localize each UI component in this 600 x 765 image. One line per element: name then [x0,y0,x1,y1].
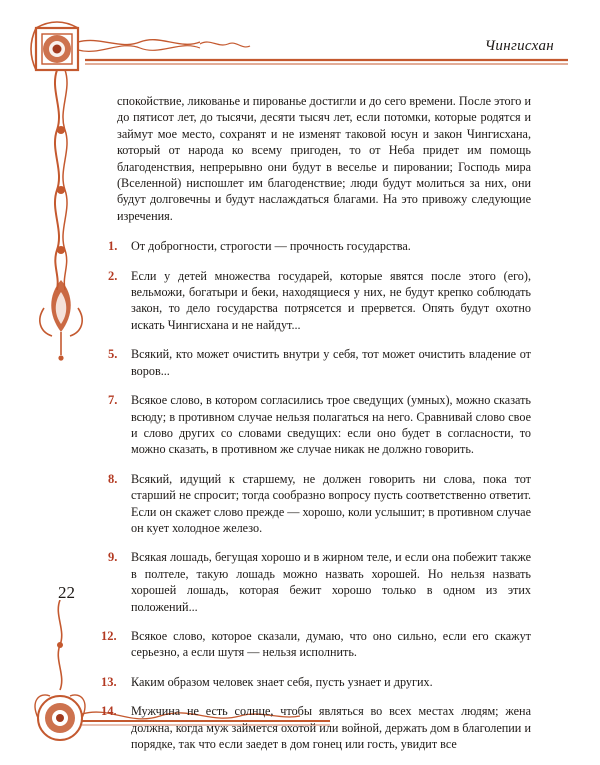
saying-number: 12. [101,628,117,643]
lotus-pendant-icon [40,280,82,361]
saying-text: Если у детей множества государей, которые явятся после этого (его), вельможи, богатыри и беки, находящиеся у них, не будут крепко соблюдать закон, то дело государства потрясется и прервется. Опять будут охотно искать Чингисхана и не найдут... [131,268,531,332]
saying-2 [108,268,531,334]
saying-number: 7. [108,393,118,408]
corner-ornament-icon [31,22,78,70]
saying-text: Всякий, идущий к старшему, не должен говорить ни слова, пока тот старший не спросит; тогда сообразно вопросу пусть соответственно ответит. Если он скажет слово прежде — хорошо, коли услышит; в противном случае он кует холодное железо. [131,471,531,535]
page-number: 22 [58,583,75,602]
saying-number: 14. [101,704,117,719]
side-border-ornament [30,70,100,370]
saying-14 [101,703,531,752]
saying-5 [108,346,531,379]
saying-text: Каким образом человек знает себя, пусть узнает и других. [131,674,433,689]
saying-number: 9. [108,550,118,565]
saying-7 [108,392,531,458]
saying-number: 5. [108,347,118,362]
main-text [101,93,531,765]
saying-number: 1. [108,239,118,254]
saying-number: 2. [108,268,118,283]
saying-13 [101,674,531,690]
saying-12 [101,628,531,661]
saying-text: Всякое слово, которое сказали, думаю, что оно сильно, если его скажут серьезно, а если шутя — нельзя исполнить. [131,628,531,660]
saying-text: Всякое слово, в котором согласились трое сведущих (умных), можно сказать всюду; в противном случае нельзя полагаться на него. Сравнивай слово свое и слово других со словами сведущих: если оно будет в согласности, то можно сказать, в противном же случае никак не должно говорить. [131,393,531,457]
saying-text: Всякая лошадь, бегущая хорошо и в жирном теле, и если она побежит также в полтеле, такую лошадь можно назвать хорошей. Но нельзя назвать хорошей лошадь, которая бежит хорошо только в одном из этих положений... [131,550,531,614]
saying-8 [108,471,531,537]
running-title: Чингисхан [484,38,554,54]
intro-paragraph: спокойствие, ликованье и пированье достигли и до сего времени. После этого и до пятисот лет, до тысячи, десяти тысяч лет, если потомки, которые родятся и займут мое место, сохранят и не изменят таковой юсун и закон Чингисхана, который от народа ко всему пригоден, то от Неба придет им помощь благоденствия, непрерывно они будут в веселье и пировании; Господь мира (Вселенной) ниспошлет им благоденствие; люди будут молиться за них, они будут долговечны и будут наслаждаться благами. На это привожу следующие изречения. [117,94,531,223]
saying-text: Всякий, кто может очистить внутри у себя, тот может очистить владение от воров... [131,347,531,378]
saying-text: От доброгности, строгости — прочность государства. [131,239,411,254]
saying-number: 8. [108,471,118,486]
saying-1 [108,238,531,254]
saying-number: 13. [101,674,117,689]
saying-text: Мужчина не есть солнце, чтобы являться во всех местах людям; жена должна, когда муж займется охотой или войной, держать дом в благолепии и порядке, так что если заедет в дом гонец или гость, увидит все [131,704,531,751]
rosette-icon [35,695,85,740]
saying-9 [108,549,531,615]
